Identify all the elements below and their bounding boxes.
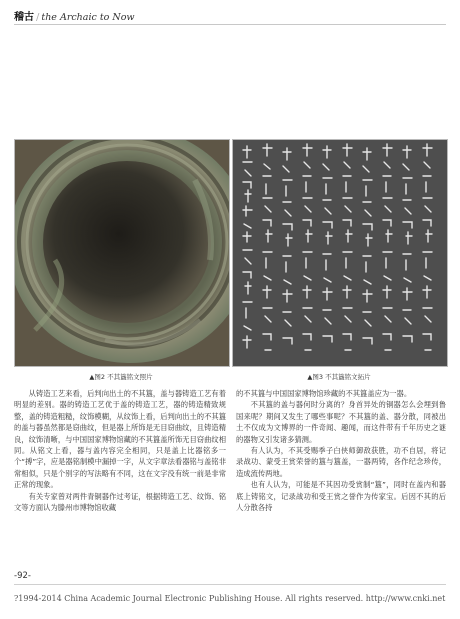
header-rule <box>14 24 446 25</box>
header-title-zh: 稽古 <box>14 12 34 23</box>
body-paragraph: 有关专家曾对两件青铜器作过考证，根据铸造工艺、纹饰、铭文等方面认为滕州市博物馆收藏 <box>14 491 226 513</box>
inscription-rubbing-photo <box>232 139 448 367</box>
figure-2-caption: ▲图2 不其簋铭文照片 <box>89 373 153 381</box>
body-paragraph: 有人认为，不其受赐季子白侠师御敌获胜，功不自居，将记录战功、蒙受王赏荣誉的簋与簋盖，一器两铸，各作纪念珍传，造成流传两地。 <box>236 446 446 478</box>
header-title-en: the Archaic to Now <box>41 12 135 23</box>
body-paragraph: 也有人认为，可能是不其因功受赏制“簋”，同时在盖内和器底上铸铭文，记录战功和受王赏之誉作为传家宝。后因不其的后人分散各持 <box>236 480 446 513</box>
page-number: -92- <box>14 571 31 581</box>
copyright-footer: ?1994-2014 China Academic Journal Electronic Publishing House. All rights reserved. http://www.cnki.net <box>14 594 446 603</box>
left-text-column <box>14 388 226 513</box>
right-text-column <box>236 388 446 513</box>
body-paragraph: 的不其簋与中国国家博物馆珍藏的不其簋盖应为一器。 <box>236 389 412 398</box>
body-paragraph: 不其簋的盖与器何时分离的？身首异处的铜器怎么会埋到鲁国来呢？期间又发生了哪些事呢？不其簋的盖、器分散，同被出土不仅成为文博界的一件奇闻、趣闻，而这件带有千年历史之谜的器物又引发诸多猜测。 <box>236 400 446 444</box>
footer-rule <box>14 584 446 585</box>
running-header <box>14 8 135 23</box>
body-paragraph: 从铸造工艺来看，后判向出土的不其簋，盖与器铸造工艺有着明显的差别。器的铸造工艺优于盖的铸造工艺，器的铸造精致规整，盖的铸造粗糙，纹饰模糊，从纹饰上看，后判向出土的不其簋的盖与器虽然都是窃曲纹，但是器上所饰是无目窃曲纹，且铸造精良，纹饰清晰，与中国国家博物馆藏的不其簋盖所饰无目窃曲纹相同。从铭文上看，器与盖内容完全相同，只是盖上比器铭多一个“搏”字，应是器铭制模中漏掉一字，从文字章法看器铭与盖铭非常相似，只是个别字的写法略有不同，这在文字没有统一前是非常正常的现象。 <box>14 389 226 490</box>
figure-3-caption: ▲图3 不其簋铭文拓片 <box>307 373 371 381</box>
bronze-vessel-photo <box>14 139 230 367</box>
header-separator: / <box>36 12 40 23</box>
